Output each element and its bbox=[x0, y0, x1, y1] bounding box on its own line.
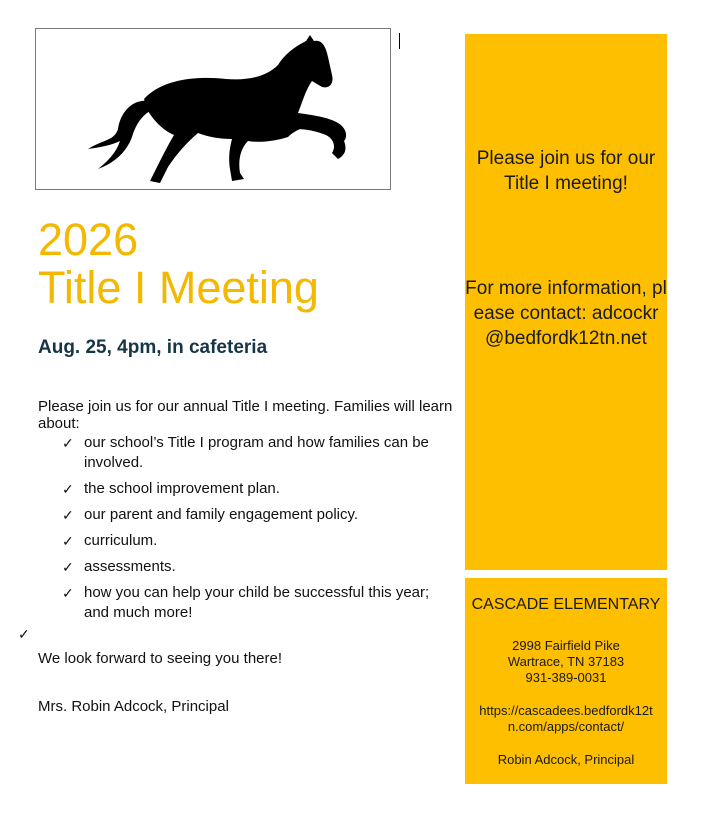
address-line-2: Wartrace, TN 37183 bbox=[507, 654, 625, 669]
title-year: 2026 bbox=[38, 214, 139, 265]
school-name: CASCADE ELEMENTARY bbox=[471, 596, 661, 613]
sidebar-callout bbox=[465, 34, 667, 570]
list-item: ✓ our school’s Title I program and how families can be involved. bbox=[62, 434, 429, 471]
closing-line: We look forward to seeing you there! bbox=[38, 650, 283, 667]
list-item: ✓ our parent and family engagement policy. bbox=[62, 506, 359, 523]
event-details: Aug. 25, 4pm, in cafeteria bbox=[38, 337, 268, 358]
sidebar-invite: Please join us for our Title I meeting! bbox=[476, 148, 656, 194]
sidebar-contact: For more information, please contact: adcockr@bedfordk12tn.net bbox=[465, 278, 667, 349]
text-cursor bbox=[399, 33, 400, 49]
topics-list bbox=[62, 433, 452, 629]
principal-name: Robin Adcock, Principal bbox=[497, 752, 635, 767]
horse-silhouette-icon bbox=[36, 29, 392, 191]
title-name: Title I Meeting bbox=[38, 262, 319, 313]
check-icon: ✓ bbox=[18, 626, 30, 642]
page-title bbox=[38, 216, 319, 312]
check-icon: ✓ bbox=[62, 507, 74, 523]
check-icon: ✓ bbox=[62, 481, 74, 497]
signature: Mrs. Robin Adcock, Principal bbox=[38, 698, 229, 715]
list-item: ✓ assessments. bbox=[62, 558, 176, 575]
school-url[interactable]: https://cascadees.bedfordk12tn.com/apps/contact/ bbox=[479, 703, 653, 734]
list-item: ✓ the school improvement plan. bbox=[62, 480, 280, 497]
intro-paragraph: Please join us for our annual Title I meeting. Families will learn about: bbox=[38, 398, 453, 432]
header-image-frame bbox=[35, 28, 391, 190]
list-item: ✓ curriculum. bbox=[62, 532, 158, 549]
school-address bbox=[465, 638, 667, 686]
check-icon: ✓ bbox=[62, 585, 74, 601]
check-icon: ✓ bbox=[62, 533, 74, 549]
check-icon: ✓ bbox=[62, 559, 74, 575]
school-info-box bbox=[465, 578, 667, 784]
address-line-1: 2998 Fairfield Pike bbox=[512, 638, 620, 653]
phone-number: 931-389-0031 bbox=[525, 670, 607, 685]
check-icon: ✓ bbox=[62, 435, 74, 451]
list-item: ✓ how you can help your child be successful this year; and much more! bbox=[62, 584, 430, 621]
